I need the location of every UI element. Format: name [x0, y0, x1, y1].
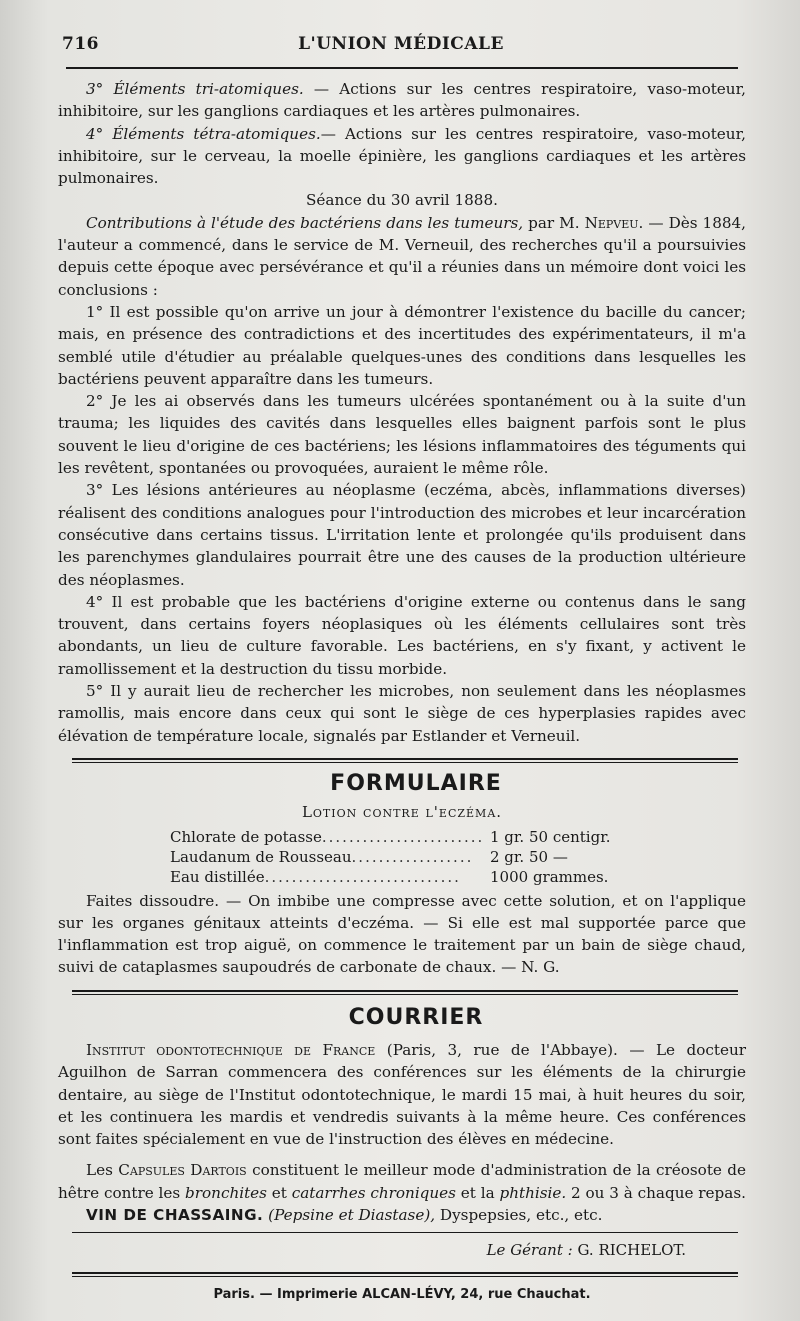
formulaire-subtitle: Lotion contre l'eczéma.: [301, 803, 503, 822]
ingredient-name: Laudanum de Rousseau: [170, 847, 352, 866]
header-rule: [66, 67, 738, 69]
disease-term: catarrhes chroniques: [291, 1183, 456, 1202]
recipe-row: [170, 826, 700, 846]
element-triatomic-paragraph: [58, 78, 746, 123]
element-tetraatomic-paragraph: [58, 123, 746, 190]
disease-term: bronchites: [185, 1183, 267, 1202]
recipe-row: [170, 866, 700, 886]
seance-heading: Séance du 30 avril 1888.: [306, 191, 498, 210]
signature-label: Le Gérant :: [486, 1241, 573, 1260]
courrier-paragraph-1: [58, 1039, 746, 1150]
paragraph-label: 4° Éléments tétra-atomiques.: [86, 124, 321, 143]
recipe-row: [170, 846, 700, 866]
contribution-intro: [58, 212, 746, 301]
page-body: [58, 78, 746, 1306]
ingredient-quantity: 1 gr. 50 centigr.: [490, 827, 611, 846]
courrier-paragraph-2: [58, 1159, 746, 1204]
ingredient-name: Chlorate de potasse: [170, 827, 322, 846]
advertisement-line: [58, 1204, 746, 1226]
leader-dots: .............................: [264, 867, 461, 886]
paragraph-label: 3° Éléments tri-atomiques.: [86, 80, 304, 98]
paragraph-text: — Actions sur les centres respiratoire, vaso-moteur, inhibitoire, sur le cerveau, la moelle épinière, les ganglions cardiaques et les artères pulmonaires.: [58, 124, 746, 188]
ad-text: Dyspepsies, etc., etc.: [435, 1206, 603, 1225]
formulaire-instructions: Faites dissoudre. — On imbibe une compresse avec cette solution, et on l'applique sur les organes génitaux atteints d'eczéma. — Si elle est mal supportée parce que l'inflammation est trop aiguë, on commence le traitement par un bain de siège chaud, suivi de cataplasmes saupoudrés de carbonate de chaux. — N. G.: [58, 891, 746, 977]
page-header: [62, 28, 740, 62]
conclusion-4: 4° Il est probable que les bactériens d'origine externe ou contenus dans le sang trouvent, dans certains foyers néoplasiques où les éléments cellulaires sont très abondants, un lieu de culture favorable. Les bactériens, en s'y fixant, y activent le ramollissement et la destruction du tissu morbide.: [58, 592, 746, 678]
disease-term: phthisie.: [499, 1183, 567, 1202]
conclusion-1: 1° Il est possible qu'on arrive un jour à démontrer l'existence du bacille du cancer; mais, en présence des contradictions et des incertitudes des expérimentateurs, il m'a semblé utile d'étudier au préalable quelques-unes des conditions dans lesquelles les bactériens peuvent apparaître dans les tumeurs.: [58, 302, 746, 388]
conclusion-3: 3° Les lésions antérieures au néoplasme (eczéma, abcès, inflammations diverses) réalisent des conditions analogues pour l'introduction des microbes et leur incarcération consécutive dans certains tissus. L'irritation lente et prolongée qu'ils produisent dans les parenchymes glandulaires pourrait être une des causes de la production ultérieure des néoplasmes.: [58, 481, 746, 589]
signature-line: [58, 1239, 746, 1261]
conclusion-2: 2° Je les ai observés dans les tumeurs ulcérées spontanément ou à la suite d'un trauma; les liquides des cavités dans lesquelles elles baignent parfois sont le plus souvent le lieu d'origine de ces bactériens; les lésions inflammatoires des téguments qui les revêtent, spontanées ou provoquées, auraient le même rôle.: [58, 392, 746, 478]
text-fragment: et la: [455, 1183, 500, 1202]
ad-brand: VIN DE CHASSAING.: [86, 1206, 264, 1225]
recipe-list: [170, 826, 700, 886]
formulaire-title: FORMULAIRE: [330, 770, 502, 796]
contribution-title: Contributions à l'étude des bactériens dans les tumeurs,: [86, 213, 524, 232]
paragraph-text: (Paris, 3, rue de l'Abbaye). — Le docteur Aguilhon de Sarran commencera des conférences sur les éléments de la chirurgie dentaire, au siège de l'Institut odontotechnique, le mardi 15 mai, à huit heures du soir, et les continuera les mardis et vendredis suivants à la même heure. Ces conférences sont faites spécialement en vue de l'instruction des élèves en médecine.: [58, 1040, 746, 1149]
text-fragment: 2 ou 3 à chaque repas.: [566, 1183, 746, 1202]
ad-detail: (Pepsine et Diastase),: [268, 1206, 436, 1225]
journal-title: L'UNION MÉDICALE: [298, 34, 504, 54]
contribution-text: — Dès 1884, l'auteur a commencé, dans le service de M. Verneuil, des recherches qu'il a poursuivies depuis cette époque avec persévérance et qu'il a réunies dans un mémoire dont voici les conclusions :: [58, 213, 747, 299]
contribution-by: par M.: [523, 213, 585, 232]
leader-dots: ........................: [321, 827, 485, 846]
conclusion-5: 5° Il y aurait lieu de rechercher les microbes, non seulement dans les néoplasmes ramollis, mais encore dans ceux qui sont le siège de ces hyperplasies rapides avec élévation de température locale, signalés par Estlander et Verneuil.: [58, 682, 746, 745]
printer-footer: Paris. — Imprimerie ALCAN-LÉVY, 24, rue Chauchat.: [213, 1286, 591, 1302]
courrier-title: COURRIER: [348, 1004, 484, 1030]
ingredient-name: Eau distillée: [170, 867, 265, 886]
text-fragment: et: [266, 1183, 292, 1202]
contribution-author: Nepveu.: [584, 213, 644, 232]
text-fragment: constituent le meilleur mode d'administration de la créosote de hêtre contre les: [58, 1161, 746, 1202]
brand-name: Capsules Dartois: [118, 1161, 247, 1180]
leader-dots: ..................: [351, 847, 474, 866]
page-number: 716: [62, 34, 99, 54]
ingredient-quantity: 1000 grammes.: [490, 867, 609, 886]
ingredient-quantity: 2 gr. 50 —: [490, 847, 568, 866]
institution-name: Institut odontotechnique de France: [86, 1040, 376, 1059]
paragraph-text: — Actions sur les centres respiratoire, vaso-moteur, inhibitoire, sur les ganglions cardiaques et les artères pulmonaires.: [58, 80, 746, 121]
signature-name: G. RICHELOT.: [572, 1241, 686, 1260]
text-fragment: Les: [86, 1161, 119, 1180]
